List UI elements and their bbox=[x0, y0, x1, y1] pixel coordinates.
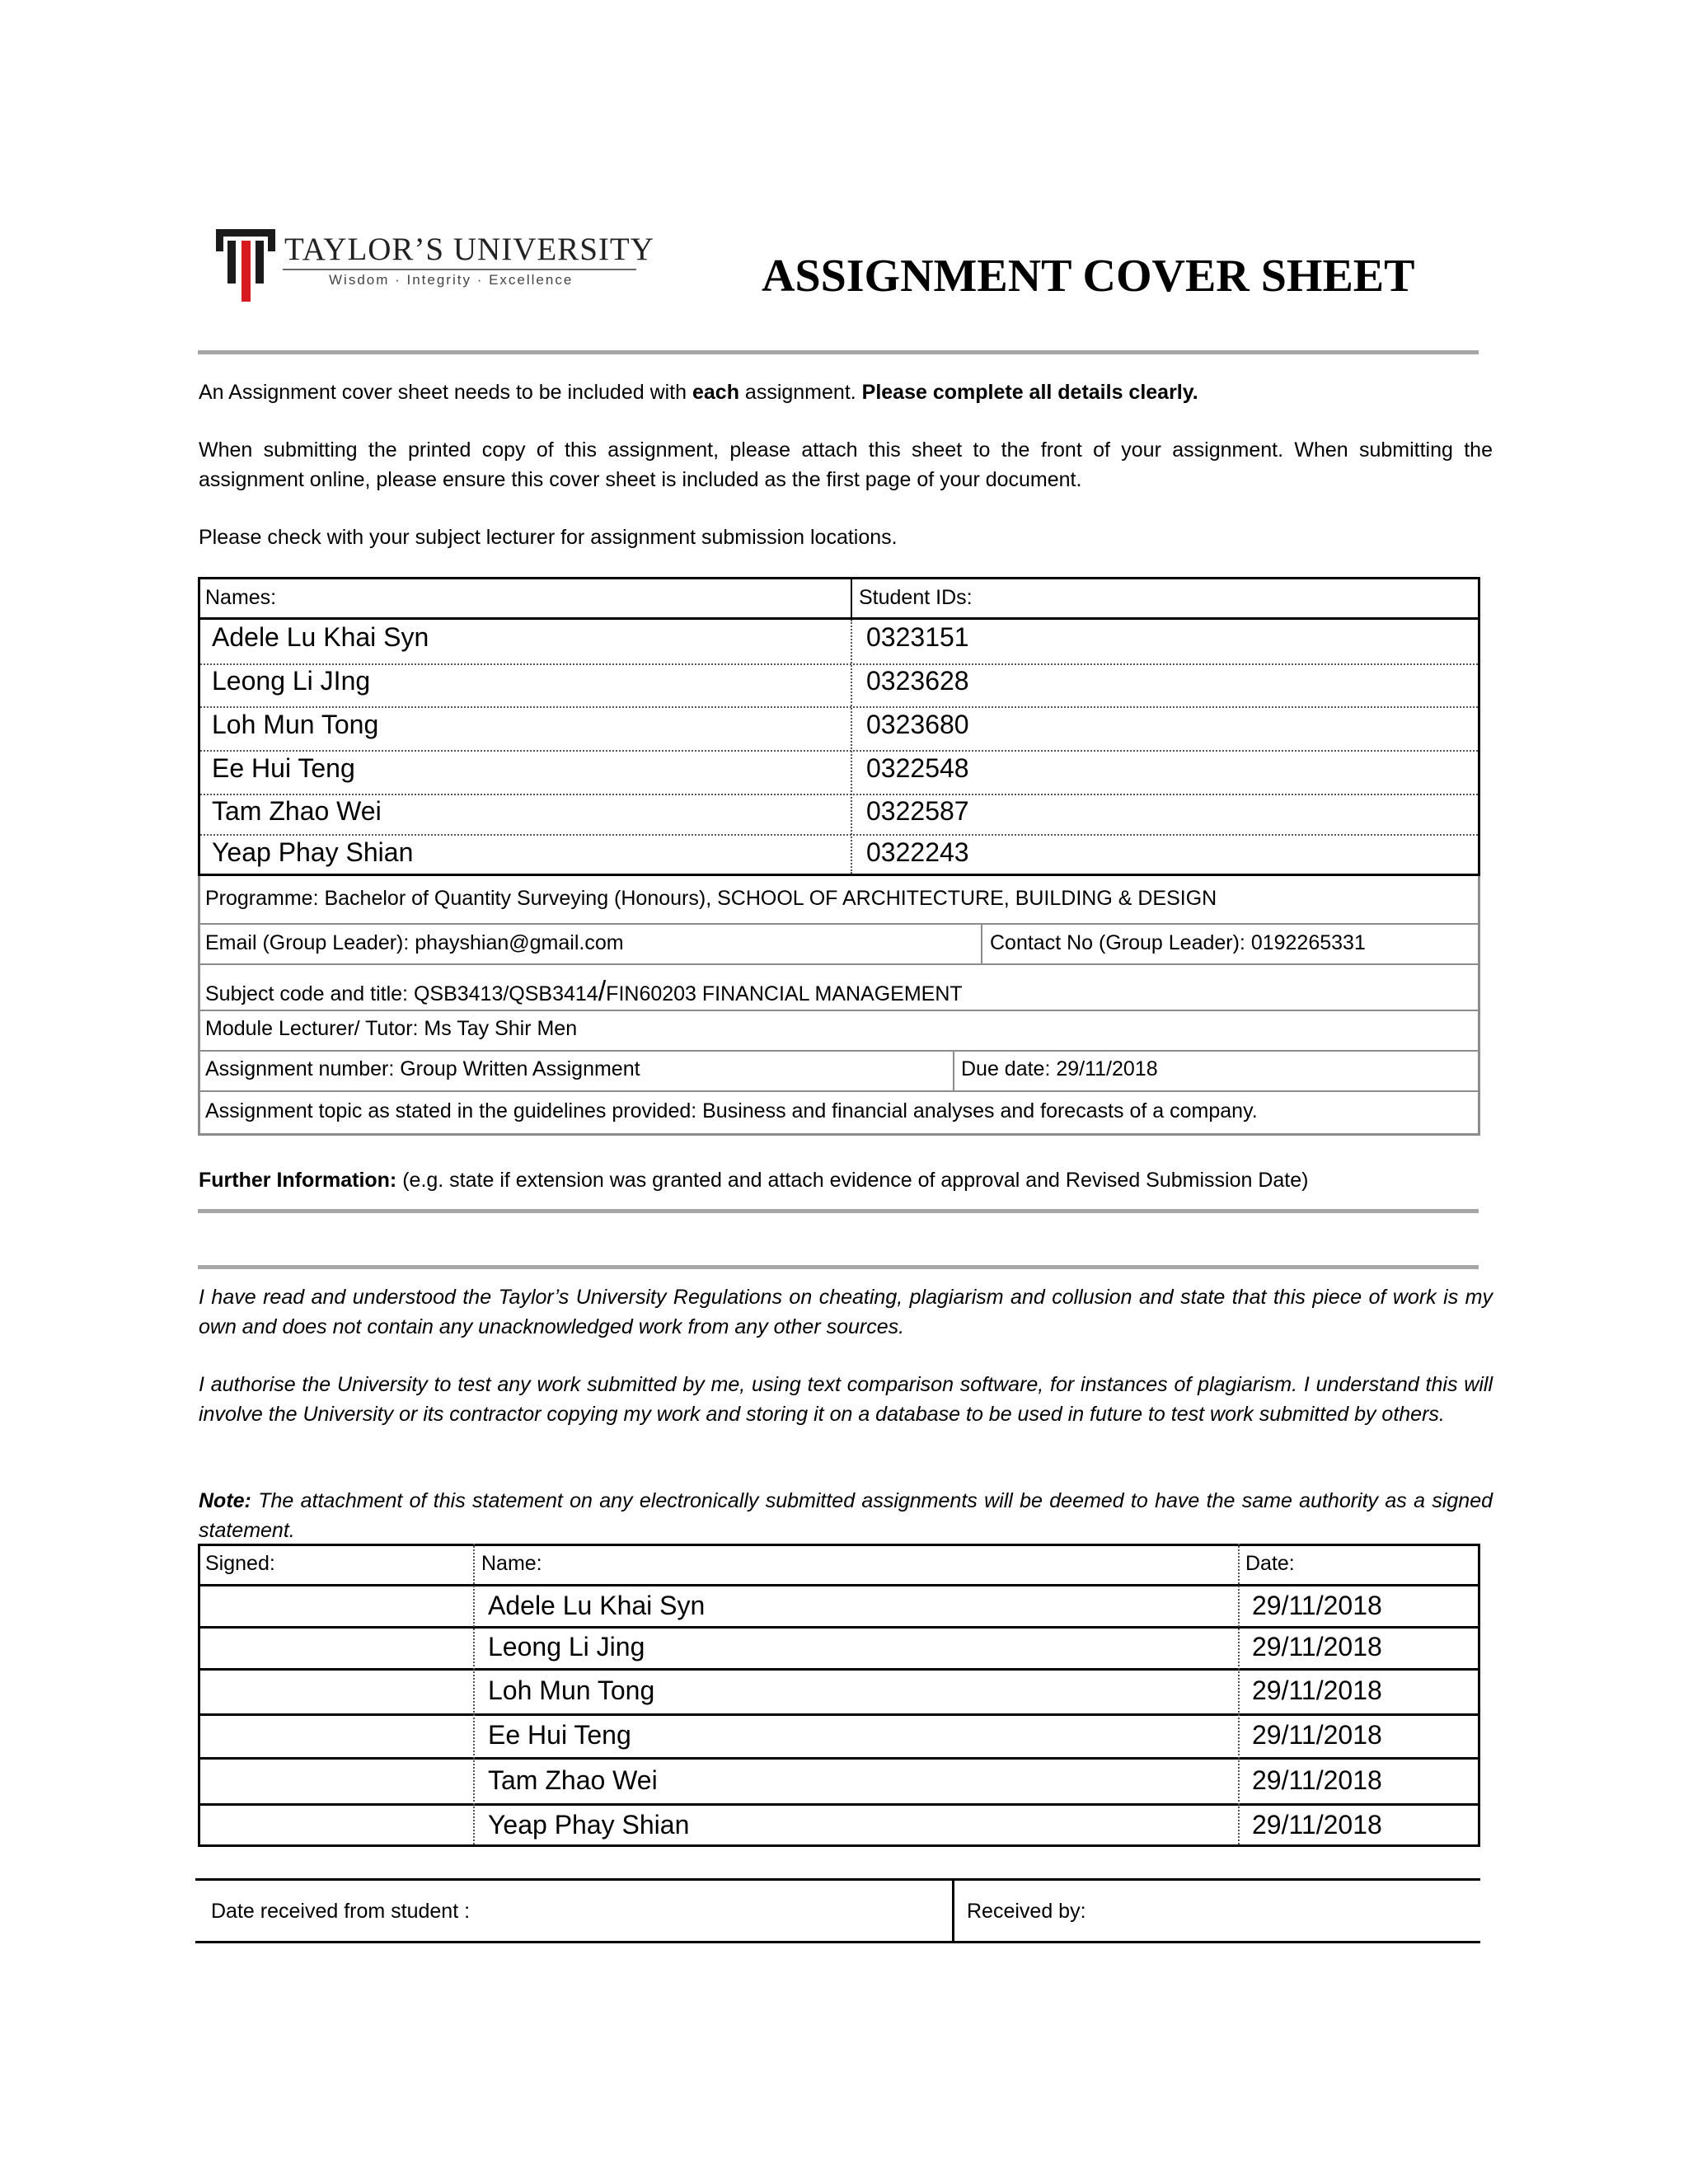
signature-date[interactable]: 29/11/2018 bbox=[1252, 1720, 1382, 1750]
signatory-name[interactable]: Adele Lu Khai Syn bbox=[488, 1591, 706, 1620]
email-field[interactable]: Email (Group Leader): phayshian@gmail.com bbox=[205, 931, 624, 954]
student-name[interactable]: Leong Li JIng bbox=[212, 666, 371, 696]
student-ids-header: Student IDs: bbox=[859, 586, 973, 609]
assignment-number-field[interactable]: Assignment number: Group Written Assignment bbox=[205, 1057, 640, 1080]
student-name[interactable]: Tam Zhao Wei bbox=[212, 796, 382, 826]
name-header: Name: bbox=[481, 1552, 542, 1575]
student-name[interactable]: Loh Mun Tong bbox=[212, 710, 379, 739]
lecturer-field[interactable]: Module Lecturer/ Tutor: Ms Tay Shir Men bbox=[205, 1017, 578, 1040]
declaration-paragraph-1: I have read and understood the Taylor’s University Regulations on cheating, plagiarism and collusion and state that this piece of work is my own and does not contain any unacknowledged work from any other sources. bbox=[199, 1286, 1493, 1338]
further-info-line-2 bbox=[198, 1265, 1479, 1269]
signature-date[interactable]: 29/11/2018 bbox=[1252, 1591, 1382, 1620]
names-header: Names: bbox=[205, 586, 277, 609]
signature-date[interactable]: 29/11/2018 bbox=[1252, 1675, 1382, 1705]
due-date-field[interactable]: Due date: 29/11/2018 bbox=[961, 1057, 1158, 1080]
intro-line-2: When submitting the printed copy of this assignment, please attach this sheet to the front of your assignment. When submitting the assignment online, please ensure this cover sheet is included as the first page of your document. bbox=[199, 438, 1493, 491]
university-tagline: Wisdom · Integrity · Excellence bbox=[329, 272, 574, 288]
header-divider bbox=[198, 350, 1479, 354]
declaration-note: Note: The attachment of this statement on any electronically submitted assignments will be deemed to have the same authority as a signed statement. bbox=[199, 1489, 1493, 1542]
further-information: Further Information: (e.g. state if extension was granted and attach evidence of approval and Revised Submission Date) bbox=[199, 1169, 1309, 1192]
student-id[interactable]: 0322243 bbox=[866, 837, 969, 867]
student-id[interactable]: 0322548 bbox=[866, 753, 969, 783]
student-id[interactable]: 0322587 bbox=[866, 796, 969, 826]
signature-date[interactable]: 29/11/2018 bbox=[1252, 1632, 1382, 1661]
logo-divider bbox=[283, 269, 636, 270]
university-logo bbox=[216, 229, 654, 305]
signed-header: Signed: bbox=[205, 1552, 275, 1575]
date-header: Date: bbox=[1245, 1552, 1295, 1575]
signatory-name[interactable]: Leong Li Jing bbox=[488, 1632, 645, 1661]
signatory-name[interactable]: Ee Hui Teng bbox=[488, 1720, 631, 1750]
student-id[interactable]: 0323151 bbox=[866, 622, 969, 652]
signature-date[interactable]: 29/11/2018 bbox=[1252, 1810, 1382, 1840]
further-info-line-1 bbox=[198, 1209, 1479, 1213]
student-name[interactable]: Yeap Phay Shian bbox=[212, 837, 414, 867]
university-crest-icon bbox=[216, 229, 275, 302]
student-name[interactable]: Adele Lu Khai Syn bbox=[212, 622, 429, 652]
student-name[interactable]: Ee Hui Teng bbox=[212, 753, 355, 783]
student-id[interactable]: 0323680 bbox=[866, 710, 969, 739]
contact-field[interactable]: Contact No (Group Leader): 0192265331 bbox=[990, 931, 1366, 954]
received-by-label: Received by: bbox=[967, 1900, 1086, 1923]
page-title: ASSIGNMENT COVER SHEET bbox=[762, 251, 1415, 302]
signatory-name[interactable]: Loh Mun Tong bbox=[488, 1675, 655, 1705]
university-name: TAYLOR’S UNIVERSITY bbox=[284, 232, 654, 267]
programme-field[interactable]: Programme: Bachelor of Quantity Surveying (Honours), SCHOOL OF ARCHITECTURE, BUILDING & DESIGN bbox=[205, 887, 1217, 910]
signatory-name[interactable]: Tam Zhao Wei bbox=[488, 1765, 658, 1795]
signature-date[interactable]: 29/11/2018 bbox=[1252, 1765, 1382, 1795]
intro-line-3: Please check with your subject lecturer for assignment submission locations. bbox=[199, 526, 898, 549]
signatory-name[interactable]: Yeap Phay Shian bbox=[488, 1810, 690, 1840]
subject-field[interactable]: Subject code and title: QSB3413/QSB3414/FIN60203 FINANCIAL MANAGEMENT bbox=[205, 976, 963, 1007]
declaration-paragraph-2: I authorise the University to test any work submitted by me, using text comparison software, for instances of plagiarism. I understand this will involve the University or its contractor copying my work and storing it on a database to be used in future to test work submitted by others. bbox=[199, 1373, 1493, 1426]
intro-line-1: An Assignment cover sheet needs to be included with each assignment. Please complete all details clearly. bbox=[199, 381, 1198, 404]
student-id[interactable]: 0323628 bbox=[866, 666, 969, 696]
topic-field[interactable]: Assignment topic as stated in the guidelines provided: Business and financial analyses and forecasts of a company. bbox=[205, 1099, 1258, 1122]
date-received-label: Date received from student : bbox=[211, 1900, 471, 1923]
